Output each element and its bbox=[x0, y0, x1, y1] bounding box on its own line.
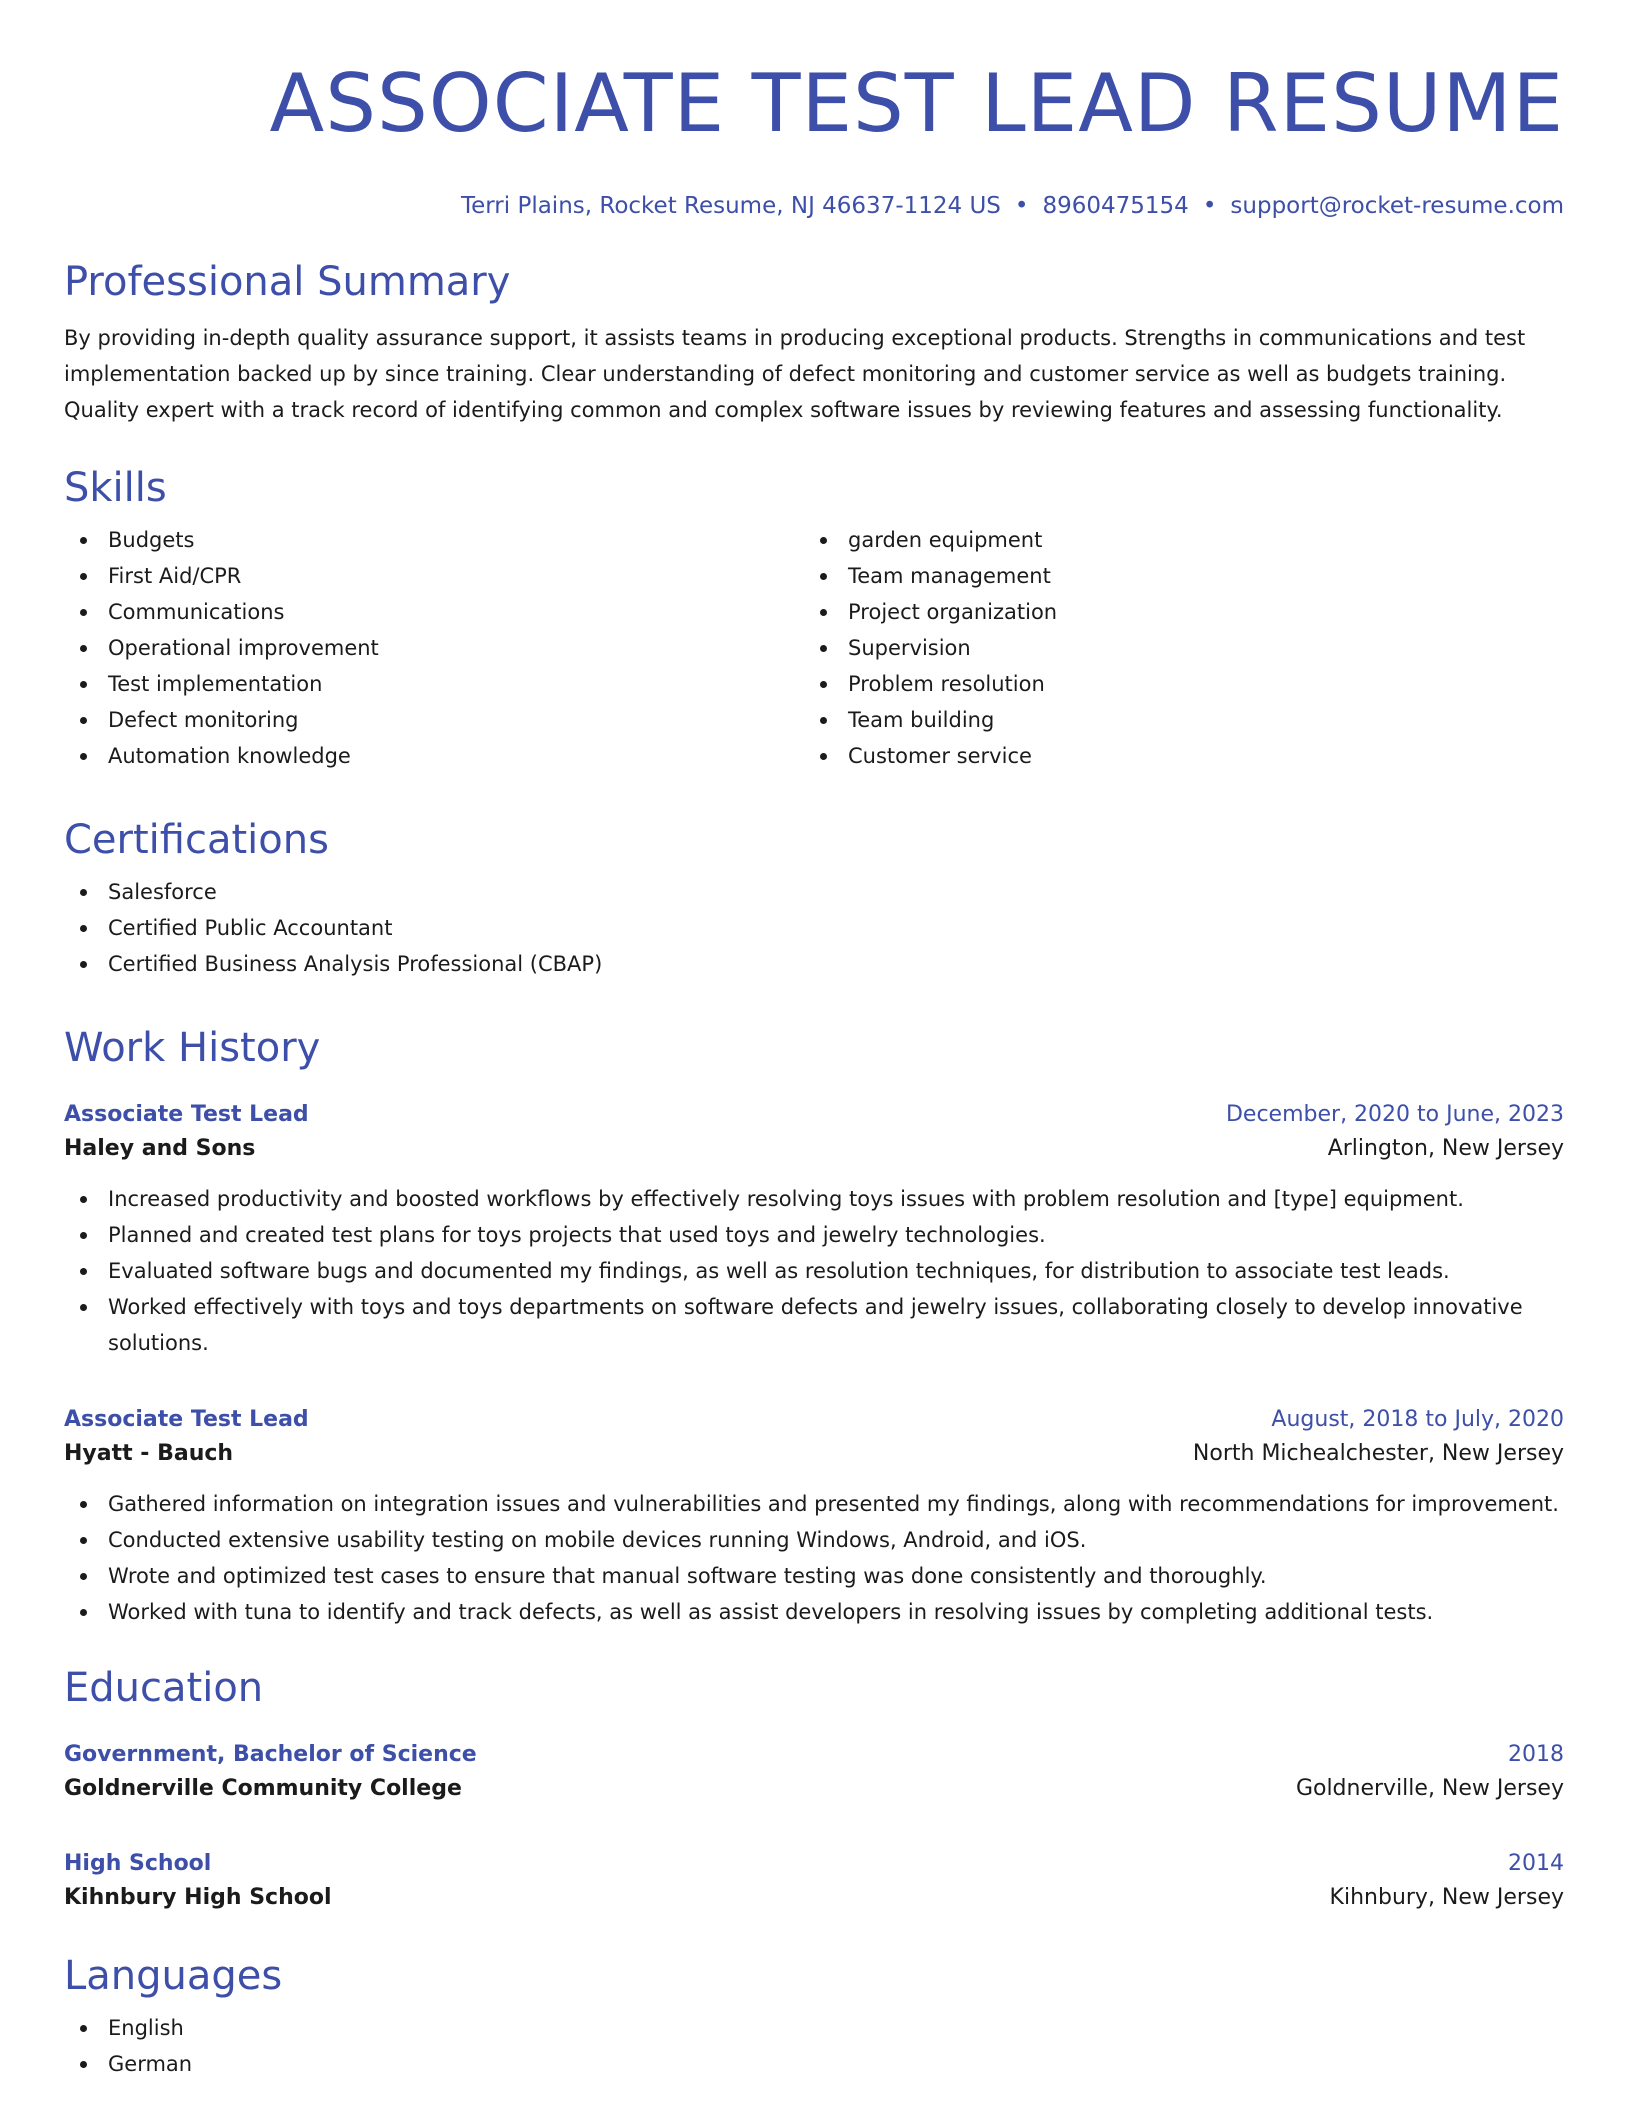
languages-list bbox=[64, 2010, 1564, 2082]
certification-item: Certified Business Analysis Professional (CBAP) bbox=[64, 946, 1564, 982]
summary-section bbox=[64, 258, 1564, 428]
job-bullet: Evaluated software bugs and documented my findings, as well as resolution techniques, for distribution to associate test leads. bbox=[64, 1253, 1564, 1289]
job-header-row bbox=[64, 1404, 1564, 1436]
skills-heading: Skills bbox=[64, 465, 167, 511]
languages-heading: Languages bbox=[64, 1953, 283, 1999]
resume-page bbox=[64, 0, 1564, 2076]
skill-item: Test implementation bbox=[64, 666, 804, 702]
skills-section bbox=[64, 464, 1564, 774]
education-entry bbox=[64, 1848, 1564, 1916]
job-header-row bbox=[64, 1099, 1564, 1131]
skills-columns bbox=[64, 512, 1564, 774]
job-company-row bbox=[64, 1436, 1564, 1472]
skill-item: Defect monitoring bbox=[64, 702, 804, 738]
education-location: Goldnerville, New Jersey bbox=[1295, 1776, 1564, 1801]
certifications-section bbox=[64, 816, 1564, 982]
education-header-row bbox=[64, 1739, 1564, 1771]
job-bullet: Planned and created test plans for toys projects that used toys and jewelry technologies. bbox=[64, 1217, 1564, 1253]
education-header-row bbox=[64, 1848, 1564, 1880]
work-history-heading: Work History bbox=[64, 1025, 321, 1071]
contact-email[interactable]: support@rocket-resume.com bbox=[1230, 193, 1564, 219]
contact-separator: • bbox=[1202, 193, 1217, 219]
job-title: Associate Test Lead bbox=[64, 1407, 309, 1432]
education-school-row bbox=[64, 1771, 1564, 1807]
job-company: Hyatt - Bauch bbox=[64, 1441, 234, 1466]
skills-list-right bbox=[804, 522, 1544, 774]
job-entry bbox=[64, 1099, 1564, 1361]
certification-item: Salesforce bbox=[64, 874, 1564, 910]
skills-list-left bbox=[64, 522, 804, 774]
skill-item: Communications bbox=[64, 594, 804, 630]
job-bullet: Conducted extensive usability testing on mobile devices running Windows, Android, and iOS. bbox=[64, 1522, 1564, 1558]
education-year: 2018 bbox=[1508, 1742, 1564, 1767]
summary-text: By providing in-depth quality assurance support, it assists teams in producing exceptional products. Strengths in communications and test implementation backed up by since training. Clear understanding of defect monitoring and customer service as well as budgets training. Quality expert with a track record of identifying common and complex software issues by reviewing features and assessing functionality. bbox=[64, 326, 1526, 422]
languages-section bbox=[64, 1952, 1564, 2082]
skill-item: Operational improvement bbox=[64, 630, 804, 666]
job-company-row bbox=[64, 1131, 1564, 1167]
skill-item: Team management bbox=[804, 558, 1544, 594]
language-item: German bbox=[64, 2046, 1564, 2082]
education-school: Goldnerville Community College bbox=[64, 1776, 462, 1801]
certifications-heading: Certifications bbox=[64, 817, 329, 863]
education-entry bbox=[64, 1739, 1564, 1807]
job-bullet: Wrote and optimized test cases to ensure that manual software testing was done consistently and thoroughly. bbox=[64, 1558, 1564, 1594]
job-company: Haley and Sons bbox=[64, 1136, 256, 1161]
job-title: Associate Test Lead bbox=[64, 1102, 309, 1127]
skill-item: First Aid/CPR bbox=[64, 558, 804, 594]
job-bullets bbox=[64, 1181, 1564, 1361]
contact-line bbox=[64, 192, 1564, 220]
language-item: English bbox=[64, 2010, 1564, 2046]
education-school: Kihnbury High School bbox=[64, 1885, 332, 1910]
skill-item: Team building bbox=[804, 702, 1544, 738]
education-location: Kihnbury, New Jersey bbox=[1329, 1885, 1564, 1910]
education-degree: High School bbox=[64, 1851, 212, 1876]
job-dates: December, 2020 to June, 2023 bbox=[1225, 1102, 1564, 1127]
job-bullets bbox=[64, 1486, 1564, 1630]
skill-item: Supervision bbox=[804, 630, 1544, 666]
resume-title: ASSOCIATE TEST LEAD RESUME bbox=[269, 57, 1564, 150]
education-heading: Education bbox=[64, 1665, 264, 1711]
skill-item: Budgets bbox=[64, 522, 804, 558]
job-bullet: Worked with tuna to identify and track defects, as well as assist developers in resolving issues by completing additional tests. bbox=[64, 1594, 1564, 1630]
skill-item: Project organization bbox=[804, 594, 1544, 630]
education-degree: Government, Bachelor of Science bbox=[64, 1742, 477, 1767]
job-location: Arlington, New Jersey bbox=[1327, 1136, 1564, 1161]
job-entry bbox=[64, 1404, 1564, 1630]
education-year: 2014 bbox=[1508, 1851, 1564, 1876]
job-bullet: Worked effectively with toys and toys departments on software defects and jewelry issues, collaborating closely to develop innovative solutions. bbox=[64, 1289, 1564, 1361]
skill-item: garden equipment bbox=[804, 522, 1544, 558]
education-school-row bbox=[64, 1880, 1564, 1916]
work-history-section bbox=[64, 1024, 1564, 1072]
skill-item: Problem resolution bbox=[804, 666, 1544, 702]
skill-item: Automation knowledge bbox=[64, 738, 804, 774]
job-dates: August, 2018 to July, 2020 bbox=[1271, 1407, 1564, 1432]
education-section bbox=[64, 1664, 1564, 1712]
certifications-list bbox=[64, 874, 1564, 982]
job-bullet: Increased productivity and boosted workflows by effectively resolving toys issues with problem resolution and [type] equipment. bbox=[64, 1181, 1564, 1217]
job-location: North Michealchester, New Jersey bbox=[1192, 1441, 1564, 1466]
skill-item: Customer service bbox=[804, 738, 1544, 774]
contact-phone: 8960475154 bbox=[1042, 193, 1189, 219]
job-bullet: Gathered information on integration issues and vulnerabilities and presented my findings, along with recommendations for improvement. bbox=[64, 1486, 1564, 1522]
contact-separator: • bbox=[1014, 193, 1029, 219]
contact-address: Terri Plains, Rocket Resume, NJ 46637-1124 US bbox=[460, 193, 1001, 219]
certification-item: Certified Public Accountant bbox=[64, 910, 1564, 946]
summary-heading: Professional Summary bbox=[64, 259, 511, 305]
